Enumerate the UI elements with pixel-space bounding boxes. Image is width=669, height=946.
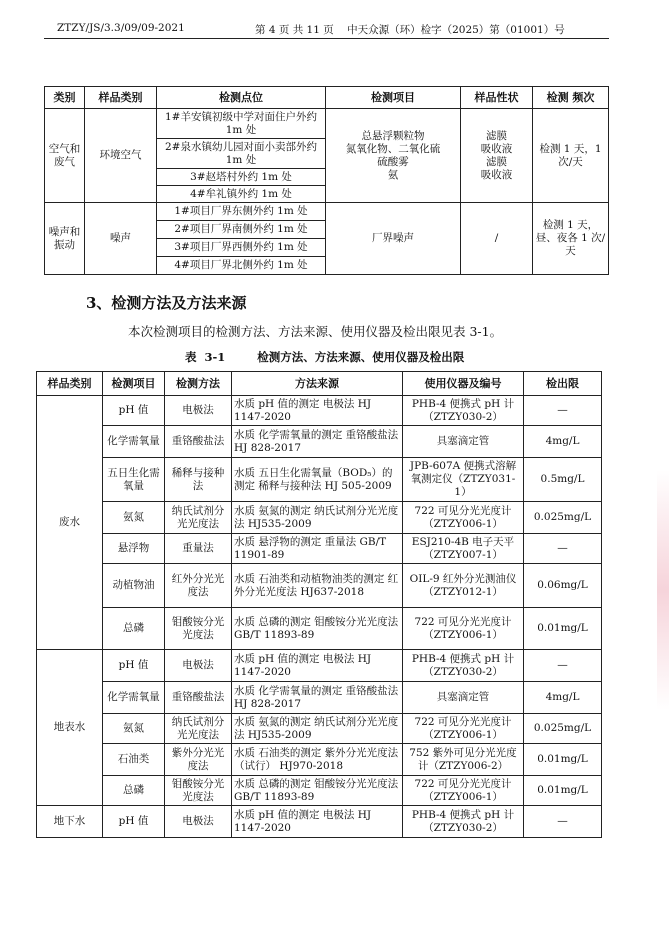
t2-instrument: JPB-607A 便携式溶解氧测定仪（ZTZY031-1）: [403, 458, 524, 502]
table-row: [37, 682, 602, 714]
table-caption: 表 3-1 检测方法、方法来源、使用仪器及检出限: [185, 350, 465, 364]
t2-item: 氨氮: [103, 714, 165, 744]
t1-category: 噪声和振动: [45, 203, 85, 275]
t2-item: 化学需氧量: [103, 682, 165, 714]
t1-items-line: 厂界噪声: [372, 232, 414, 244]
methods-table: [36, 371, 602, 838]
t2-instrument: 具塞滴定管: [403, 682, 524, 714]
t2-header-limit: 检出限: [524, 372, 602, 396]
t1-category: 空气和废气: [45, 109, 85, 203]
table-row: [45, 203, 609, 221]
table-row: [37, 502, 602, 534]
t2-instrument: 722 可见分光光度计（ZTZY006-1）: [403, 502, 524, 534]
t2-source: 水质 悬浮物的测定 重量法 GB/T 11901-89: [232, 534, 403, 564]
t2-method: 红外分光光度法: [165, 564, 232, 608]
t2-method: 重铬酸盐法: [165, 426, 232, 458]
t1-point: 4#项目厂界北侧外约 1m 处: [157, 257, 326, 275]
t1-items: [326, 109, 461, 203]
table-row: [37, 776, 602, 806]
t2-instrument: 722 可见分光光度计（ZTZY006-1）: [403, 776, 524, 806]
t1-frequency: 检测 1 天，昼、夜各 1 次/天: [533, 203, 609, 275]
t1-header-state: 样品性状: [461, 87, 533, 109]
t2-limit: 0.025mg/L: [524, 502, 602, 534]
table-row: [37, 396, 602, 426]
t1-header-frequency: 检测 频次: [533, 87, 609, 109]
t1-items: [326, 203, 461, 275]
t1-states-line: 滤膜: [486, 155, 507, 168]
t2-source: 水质 pH 值的测定 电极法 HJ 1147-2020: [232, 396, 403, 426]
t2-source: 水质 氨氮的测定 纳氏试剂分光光度法 HJ535-2009: [232, 714, 403, 744]
t2-method: 紫外分光光度法: [165, 744, 232, 776]
t1-header-items: 检测项目: [326, 87, 461, 109]
t1-states-line: 滤膜: [486, 129, 507, 142]
t1-items-line: 总悬浮颗粒物: [361, 129, 425, 142]
t2-source: 水质 总磷的测定 钼酸铵分光光度法 GB/T 11893-89: [232, 608, 403, 650]
t1-states: [461, 203, 533, 275]
page-info: 第 4 页 共 11 页 中天众源（环）检字（2025）第（01001）号: [255, 24, 565, 36]
t1-items-line: 氮氧化物、二氧化硫: [345, 142, 441, 155]
header-divider: [44, 38, 609, 39]
table-row: [37, 608, 602, 650]
t2-source: 水质 化学需氧量的测定 重铬酸盐法 HJ 828-2017: [232, 426, 403, 458]
t2-limit: 0.06mg/L: [524, 564, 602, 608]
t2-header-item: 检测项目: [103, 372, 165, 396]
t2-header-source: 方法来源: [232, 372, 403, 396]
t1-states-line: 吸收液: [480, 168, 513, 181]
t2-instrument: 722 可见分光光度计（ZTZY006-1）: [403, 714, 524, 744]
t2-sample-type: 废水: [37, 396, 103, 650]
t2-instrument: 具塞滴定管: [403, 426, 524, 458]
t2-instrument: ESJ210-4B 电子天平（ZTZY007-1）: [403, 534, 524, 564]
t2-source: 水质 pH 值的测定 电极法 HJ 1147-2020: [232, 806, 403, 838]
t1-header-points: 检测点位: [157, 87, 326, 109]
t2-header-method: 检测方法: [165, 372, 232, 396]
t2-sample-type: 地表水: [37, 650, 103, 806]
t2-item: 五日生化需氧量: [103, 458, 165, 502]
table-row: [37, 744, 602, 776]
table-row: [37, 650, 602, 682]
t2-source: 水质 石油类的测定 紫外分光光度法（试行） HJ970-2018: [232, 744, 403, 776]
t1-point: 1#羊安镇初级中学对面住户外约1m 处: [157, 109, 326, 139]
t2-method: 电极法: [165, 806, 232, 838]
table-row: [37, 806, 602, 838]
t2-instrument: 722 可见分光光度计（ZTZY006-1）: [403, 608, 524, 650]
t2-limit: —: [524, 534, 602, 564]
t2-limit: 0.01mg/L: [524, 776, 602, 806]
t2-item: 悬浮物: [103, 534, 165, 564]
t1-point: 2#项目厂界南侧外约 1m 处: [157, 221, 326, 239]
t2-limit: 0.01mg/L: [524, 744, 602, 776]
t2-method: 电极法: [165, 396, 232, 426]
t2-item: 动植物油: [103, 564, 165, 608]
t1-states: [461, 109, 533, 203]
t1-point: 3#赵塔村外约 1m 处: [157, 169, 326, 186]
t2-method: 稀释与接种法: [165, 458, 232, 502]
t1-items-line: 氨: [387, 168, 399, 181]
intro-text: 本次检测项目的检测方法、方法来源、使用仪器及检出限见表 3-1。: [128, 324, 503, 339]
t2-source: 水质 五日生化需氧量（BOD₅）的测定 稀释与接种法 HJ 505-2009: [232, 458, 403, 502]
t2-source: 水质 氨氮的测定 纳氏试剂分光光度法 HJ535-2009: [232, 502, 403, 534]
t2-item: pH 值: [103, 396, 165, 426]
t1-states-line: 吸收液: [480, 142, 513, 155]
t2-method: 钼酸铵分光光度法: [165, 608, 232, 650]
table-row: [37, 564, 602, 608]
t2-item: 石油类: [103, 744, 165, 776]
t1-header-sample-type: 样品类别: [85, 87, 157, 109]
t1-point: 1#项目厂界东侧外约 1m 处: [157, 203, 326, 221]
t2-limit: 0.025mg/L: [524, 714, 602, 744]
t2-item: 化学需氧量: [103, 426, 165, 458]
t2-item: 氨氮: [103, 502, 165, 534]
t2-source: 水质 总磷的测定 钼酸铵分光光度法 GB/T 11893-89: [232, 776, 403, 806]
t2-limit: —: [524, 396, 602, 426]
t1-point: 2#泉水镇幼儿园对面小卖部外约1m 处: [157, 139, 326, 169]
table-row: [37, 714, 602, 744]
t2-limit: 4mg/L: [524, 426, 602, 458]
section-title: 3、检测方法及方法来源: [86, 294, 247, 312]
t2-item: pH 值: [103, 806, 165, 838]
t1-states-line: /: [494, 232, 499, 244]
t2-limit: 4mg/L: [524, 682, 602, 714]
table-row: [45, 109, 609, 139]
t2-method: 钼酸铵分光光度法: [165, 776, 232, 806]
t2-instrument: PHB-4 便携式 pH 计（ZTZY030-2）: [403, 396, 524, 426]
t2-method: 纳氏试剂分光光度法: [165, 714, 232, 744]
t2-source: 水质 化学需氧量的测定 重铬酸盐法 HJ 828-2017: [232, 682, 403, 714]
t2-item: 总磷: [103, 776, 165, 806]
t2-method: 纳氏试剂分光光度法: [165, 502, 232, 534]
t1-frequency: 检测 1 天，1 次/天: [533, 109, 609, 203]
sampling-table: [44, 86, 609, 275]
stamp-edge-mark: [657, 470, 669, 710]
t2-method: 重量法: [165, 534, 232, 564]
t2-method: 重铬酸盐法: [165, 682, 232, 714]
t2-limit: —: [524, 650, 602, 682]
t2-header-instrument: 使用仪器及编号: [403, 372, 524, 396]
t2-instrument: OIL-9 红外分光测油仪（ZTZY012-1）: [403, 564, 524, 608]
t2-item: 总磷: [103, 608, 165, 650]
t1-header-category: 类别: [45, 87, 85, 109]
t1-point: 3#项目厂界西侧外约 1m 处: [157, 239, 326, 257]
t2-instrument: PHB-4 便携式 pH 计（ZTZY030-2）: [403, 650, 524, 682]
t2-sample-type: 地下水: [37, 806, 103, 838]
t1-point: 4#牟礼镇外约 1m 处: [157, 186, 326, 203]
t2-header-sample-type: 样品类别: [37, 372, 103, 396]
t2-limit: 0.5mg/L: [524, 458, 602, 502]
document-code: ZTZY/JS/3.3/09/09-2021: [57, 22, 185, 34]
t2-instrument: PHB-4 便携式 pH 计（ZTZY030-2）: [403, 806, 524, 838]
t2-instrument: 752 紫外可见分光光度计（ZTZY006-2）: [403, 744, 524, 776]
t1-items-line: 硫酸雾: [377, 155, 409, 168]
t2-limit: —: [524, 806, 602, 838]
table-row: [37, 534, 602, 564]
t2-limit: 0.01mg/L: [524, 608, 602, 650]
t2-item: pH 值: [103, 650, 165, 682]
t2-source: 水质 石油类和动植物油类的测定 红外分光光度法 HJ637-2018: [232, 564, 403, 608]
t2-source: 水质 pH 值的测定 电极法 HJ 1147-2020: [232, 650, 403, 682]
t2-method: 电极法: [165, 650, 232, 682]
t1-sample-type: 环境空气: [85, 109, 157, 203]
table-row: [37, 458, 602, 502]
t1-sample-type: 噪声: [85, 203, 157, 275]
table-row: [37, 426, 602, 458]
